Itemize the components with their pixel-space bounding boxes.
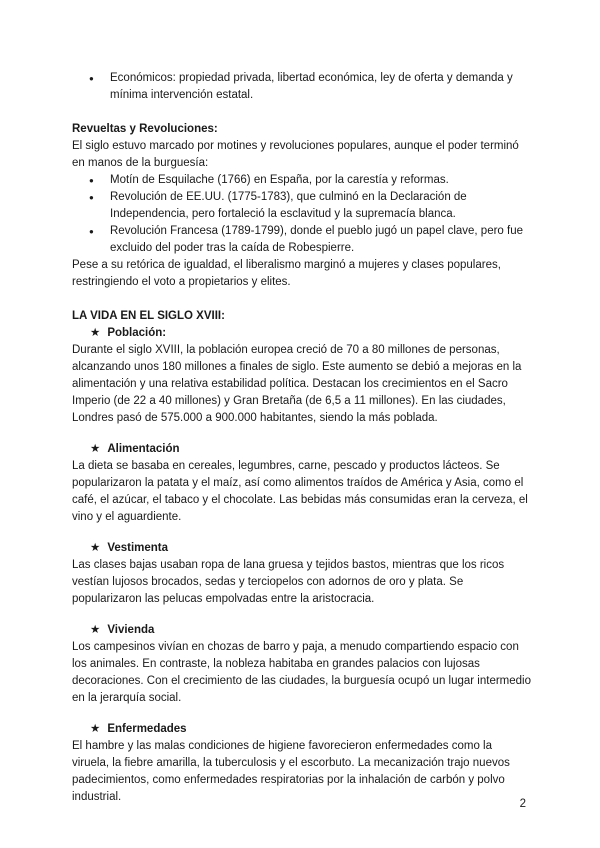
section-body-vestimenta: Las clases bajas usaban ropa de lana gruesa y tejidos bastos, mientras que los ricos vestían lujosos brocados, sedas y terciopelos con adornos de oro y plata. Se popularizaron las pelucas empolvadas entre la aristocracia. xyxy=(72,559,505,605)
list-item: ● Motín de Esquilache (1766) en España, por la carestía y reformas. xyxy=(72,172,532,189)
star-icon: ★ xyxy=(90,327,101,339)
list-item: ● Económicos: propiedad privada, libertad económica, ley de oferta y demanda y mínima intervención estatal. xyxy=(72,70,532,104)
star-icon: ★ xyxy=(90,443,101,455)
revueltas-outro: Pese a su retórica de igualdad, el liberalismo marginó a mujeres y clases populares, restringiendo el voto a propietarios y elites. xyxy=(72,259,501,288)
page-number: 2 xyxy=(519,798,526,810)
revueltas-heading: Revueltas y Revoluciones: xyxy=(72,123,218,135)
section-heading-vivienda: ★ Vivienda xyxy=(90,624,155,636)
bullet-list-top xyxy=(72,70,532,104)
section-heading-vestimenta: ★ Vestimenta xyxy=(90,542,169,554)
section-heading-enfermedades: ★ Enfermedades xyxy=(90,723,187,735)
star-icon: ★ xyxy=(90,624,101,636)
list-item: ● Revolución Francesa (1789-1799), donde el pueblo jugó un papel clave, pero fue excluido del poder tras la caída de Robespierre. xyxy=(72,223,532,257)
star-icon: ★ xyxy=(90,723,101,735)
star-icon: ★ xyxy=(90,542,101,554)
revueltas-intro: El siglo estuvo marcado por motines y revoluciones populares, aunque el poder terminó en manos de la burguesía: xyxy=(72,140,519,169)
section-body-alimentacion: La dieta se basaba en cereales, legumbres, carne, pescado y productos lácteos. Se popularizaron la patata y el maíz, así como alimentos traídos de América y Asia, como el café, el azúcar, el tabaco y el chocolate. Las bebidas más consumidas eran la cerveza, el vino y el aguardiente. xyxy=(72,460,528,523)
section-body-vivienda: Los campesinos vivían en chozas de barro y paja, a menudo compartiendo espacio con los animales. En contraste, la nobleza habitaba en grandes palacios con lujosas decoraciones. Con el crecimiento de las ciudades, la burguesía ocupó un lugar intermedio en la jerarquía social. xyxy=(72,641,531,704)
section-heading-poblacion: ★ Población: xyxy=(90,327,167,339)
section-body-enfermedades: El hambre y las malas condiciones de higiene favorecieron enfermedades como la viruela, la fiebre amarilla, la tuberculosis y el escorbuto. La mecanización trajo nuevos padecimientos, como enfermedades respiratorias por la inhalación de carbón y polvo industrial. xyxy=(72,740,510,803)
vida-heading: LA VIDA EN EL SIGLO XVIII: xyxy=(72,310,225,322)
section-heading-alimentacion: ★ Alimentación xyxy=(90,443,180,455)
list-item: ● Revolución de EE.UU. (1775-1783), que culminó en la Declaración de Independencia, pero fortaleció la esclavitud y la supremacía blanca. xyxy=(72,189,532,223)
document-page xyxy=(72,70,532,806)
section-body-poblacion: Durante el siglo XVIII, la población europea creció de 70 a 80 millones de personas, alcanzando unos 180 millones a finales de siglo. Este aumento se debió a mejoras en la alimentación y una relativa estabilidad política. Destacan los crecimientos en el Sacro Imperio (de 22 a 40 millones) y Gran Bretaña (de 6,5 a 11 millones). En las ciudades, Londres pasó de 575.000 a 900.000 habitantes, siendo la más poblada. xyxy=(72,344,522,424)
revueltas-list xyxy=(72,172,532,257)
